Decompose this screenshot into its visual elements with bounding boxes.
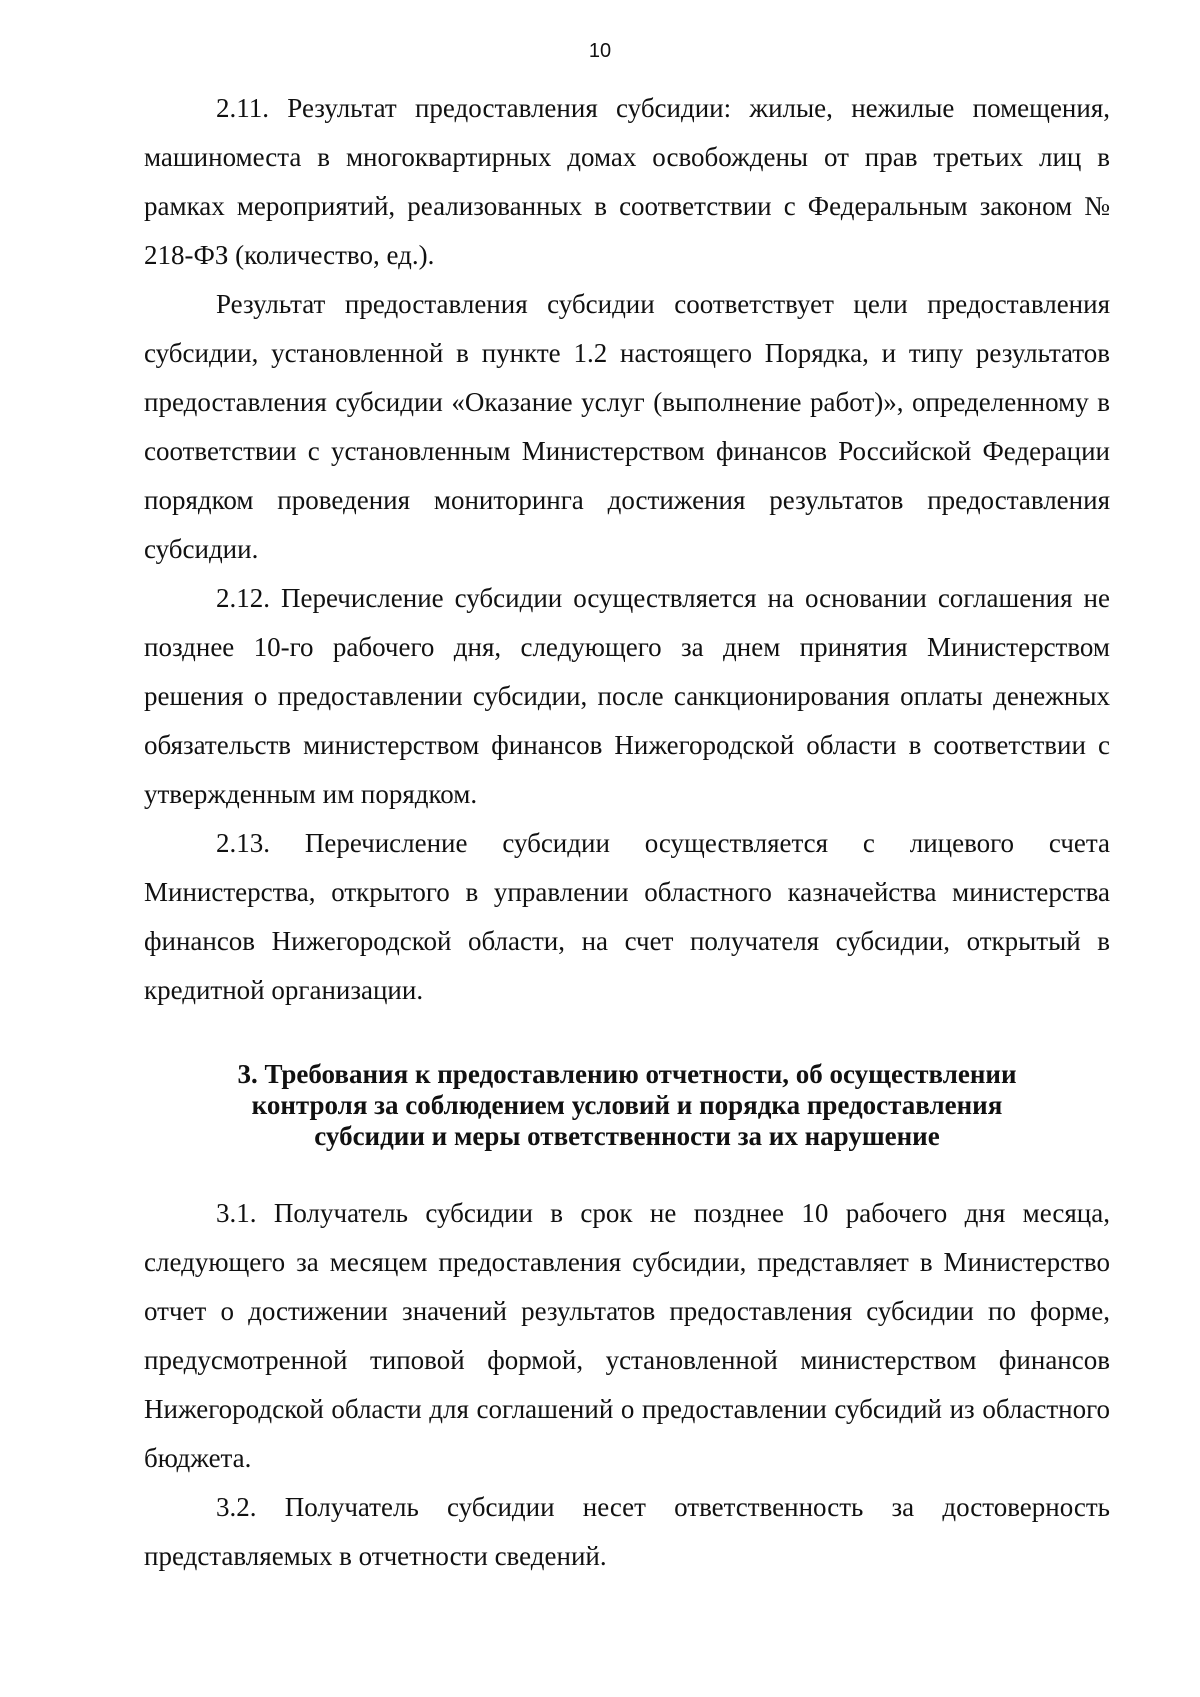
page-number: 10	[588, 40, 612, 62]
paragraph-result-correspondence: Результат предоставления субсидии соответствует цели предоставления субсидии, установленной в пункте 1.2 настоящего Порядка, и типу результатов предоставления субсидии «Оказание услуг (выполнение работ)», определенному в соответствии с установленным Министерством финансов Российской Федерации порядком проведения мониторинга достижения результатов предоставления субсидии.	[144, 289, 1110, 564]
paragraph-2-12: 2.12. Перечисление субсидии осуществляется на основании соглашения не позднее 10-го рабочего дня, следующего за днем принятия Министерством решения о предоставлении субсидии, после санкционирования оплаты денежных обязательств министерством финансов Нижегородской области в соответствии с утвержденным им порядком.	[144, 583, 1110, 809]
section-3-heading: 3. Требования к предоставлению отчетности, об осуществлении контроля за соблюдением условий и порядка предоставления субсидии и меры ответственности за их нарушение	[237, 1059, 1017, 1151]
paragraph-2-11: 2.11. Результат предоставления субсидии: жилые, нежилые помещения, машиноместа в многоквартирных домах освобождены от прав третьих лиц в рамках мероприятий, реализованных в соответствии с Федеральным законом № 218-ФЗ (количество, ед.).	[144, 93, 1110, 270]
document-body	[144, 84, 1110, 1581]
paragraph-2-13: 2.13. Перечисление субсидии осуществляется с лицевого счета Министерства, открытого в управлении областного казначейства министерства финансов Нижегородской области, на счет получателя субсидии, открытый в кредитной организации.	[144, 828, 1110, 1005]
paragraph-3-1: 3.1. Получатель субсидии в срок не позднее 10 рабочего дня месяца, следующего за месяцем предоставления субсидии, представляет в Министерство отчет о достижении значений результатов предоставления субсидии по форме, предусмотренной типовой формой, установленной министерством финансов Нижегородской области для соглашений о предоставлении субсидий из областного бюджета.	[144, 1198, 1110, 1473]
paragraph-3-2: 3.2. Получатель субсидии несет ответственность за достоверность представляемых в отчетности сведений.	[144, 1492, 1110, 1571]
